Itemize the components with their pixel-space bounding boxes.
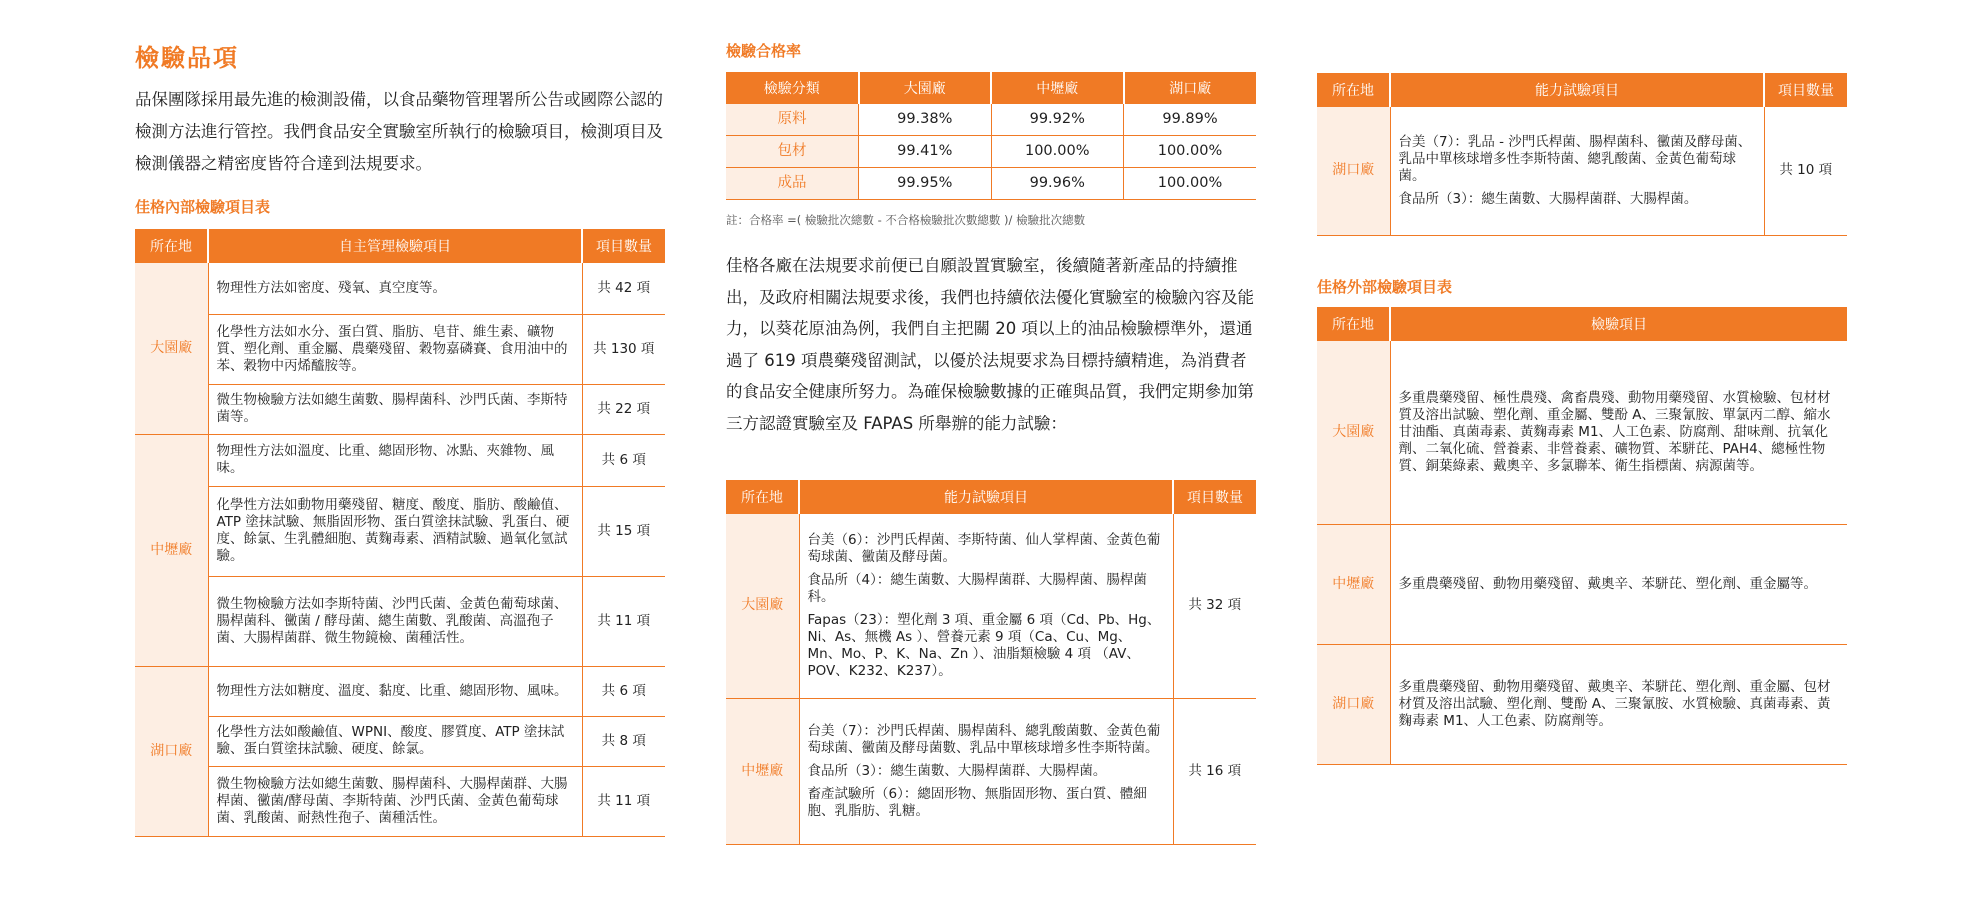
location-cell: 大園廠 [1317, 341, 1390, 524]
external-inspection-table [1317, 307, 1847, 765]
table-row-count: 共 32 項 [1173, 514, 1256, 698]
intro-paragraph: 品保團隊採用最先進的檢測設備，以食品藥物管理署所公告或國際公認的檢測方法進行管控。我們食品安全實驗室所執行的檢驗項目，檢測項目及檢測儀器之精密度皆符合達到法規要求。 [135, 90, 663, 173]
location-cell: 中壢廠 [1317, 524, 1390, 644]
rate-value: 99.96% [991, 168, 1124, 200]
header-dayuan: 大園廠 [859, 72, 992, 104]
proficiency-items [1390, 107, 1764, 235]
table-row-count: 共 22 項 [582, 384, 665, 434]
proficiency-item: 食品所（3）：總生菌數、大腸桿菌群、大腸桿菌。 [807, 762, 1107, 779]
table-row-count: 共 15 項 [582, 486, 665, 576]
lab-paragraph: 佳格各廠在法規要求前便已自願設置實驗室，後續隨著新產品的持續推出，及政府相關法規要求後，我們也持續依法優化實驗室的檢驗內容及能力，以葵花原油為例，我們自主把關 20 項以上的油品檢驗標準外，還通過了 619 項農藥殘留測試，以優於法規要求為目標持續精進，為消費者的食品安全健康所努力。為確保檢驗數據的正確與品質，我們定期參加第三方認證實驗室及 FAPAS 所舉辦的能力試驗： [726, 256, 1254, 433]
pass-rate-table [726, 72, 1256, 200]
proficiency-item: 食品所（4）：總生菌數、大腸桿菌群、大腸桿菌、腸桿菌科。 [807, 571, 1147, 605]
proficiency-item: 台美（7）：沙門氏桿菌、腸桿菌科、總乳酸菌數、金黃色葡萄球菌、黴菌及酵母菌數、乳品中單核球增多性李斯特菌。 [807, 722, 1161, 756]
proficiency-item: Fapas（23）：塑化劑 3 項、重金屬 6 項（Cd、Pb、Hg、Ni、As、無機 As ）、營養元素 9 項（Ca、Cu、Mg、Mn、Mo、P、K、Na、Zn ）、油脂類檢驗 4 項 （AV、POV、K232、K237）。 [807, 611, 1161, 679]
header-count: 項目數量 [1764, 73, 1847, 107]
rate-value: 100.00% [1124, 136, 1257, 168]
location-cell: 大園廠 [726, 514, 799, 698]
table-row-count: 共 42 項 [582, 263, 665, 314]
proficiency-item: 畜產試驗所（6）：總固形物、無脂固形物、蛋白質、體細胞、乳脂肪、乳糖。 [807, 785, 1147, 819]
table-row-item: 微生物檢驗方法如總生菌數、腸桿菌科、大腸桿菌群、大腸桿菌、黴菌/酵母菌、李斯特菌、沙門氏菌、金黃色葡萄球菌、乳酸菌、耐熱性孢子、菌種活性。 [208, 766, 582, 836]
header-items: 自主管理檢驗項目 [208, 229, 582, 263]
location-cell: 大園廠 [135, 263, 208, 434]
table-row-item: 化學性方法如動物用藥殘留、糖度、酸度、脂肪、酸鹼值、ATP 塗抹試驗、無脂固形物、蛋白質塗抹試驗、乳蛋白、硬度、餘氯、生乳體細胞、黃麴毒素、酒精試驗、過氧化氫試驗。 [208, 486, 582, 576]
table-row-count: 共 16 項 [1173, 698, 1256, 844]
header-location: 所在地 [726, 480, 799, 514]
pass-rate-note: 註：合格率 =( 檢驗批次總數 - 不合格檢驗批次數總數 )/ 檢驗批次總數 [726, 213, 1086, 227]
header-category: 檢驗分類 [726, 72, 859, 104]
category-cell: 包材 [726, 136, 859, 168]
proficiency-items [799, 698, 1173, 844]
table-row-item: 物理性方法如糖度、溫度、黏度、比重、總固形物、風味。 [208, 666, 582, 716]
rate-value: 99.41% [859, 136, 992, 168]
pass-rate-title: 檢驗合格率 [726, 42, 802, 60]
table-row-item: 化學性方法如酸鹼值、WPNI、酸度、膠質度、ATP 塗抹試驗、蛋白質塗抹試驗、硬度、餘氯。 [208, 716, 582, 766]
header-items: 能力試驗項目 [799, 480, 1173, 514]
location-cell: 湖口廠 [1317, 107, 1390, 235]
header-zhongli: 中壢廠 [991, 72, 1124, 104]
location-cell: 湖口廠 [1317, 644, 1390, 764]
location-cell: 中壢廠 [135, 434, 208, 666]
proficiency-items [799, 514, 1173, 698]
table-row-count: 共 11 項 [582, 576, 665, 666]
table-row-count: 共 6 項 [582, 434, 665, 486]
section-title: 檢驗品項 [135, 44, 239, 72]
internal-inspection-table [135, 229, 665, 837]
table-row-count: 共 130 項 [582, 314, 665, 384]
header-count: 項目數量 [1173, 480, 1256, 514]
table-row-item: 化學性方法如水分、蛋白質、脂肪、皂苷、維生素、礦物質、塑化劑、重金屬、農藥殘留、穀物嘉磷賽、食用油中的苯、穀物中丙烯醯胺等。 [208, 314, 582, 384]
rate-value: 100.00% [991, 136, 1124, 168]
external-item: 多重農藥殘留、極性農殘、禽畜農殘、動物用藥殘留、水質檢驗、包材材質及溶出試驗、塑化劑、重金屬、雙酚 A、三聚氰胺、單氯丙二醇、縮水甘油酯、真菌毒素、黃麴毒素 M1、人工色素、防腐劑、甜味劑、抗氧化劑、二氧化硫、營養素、非營養素、礦物質、苯駢芘、PAH4、總極性物質、銅葉綠素、戴奧辛、多氯聯苯、衛生指標菌、病源菌等。 [1390, 341, 1847, 524]
table-row-count: 共 8 項 [582, 716, 665, 766]
location-cell: 中壢廠 [726, 698, 799, 844]
rate-value: 99.95% [859, 168, 992, 200]
header-count: 項目數量 [582, 229, 665, 263]
table-row-count: 共 11 項 [582, 766, 665, 836]
rate-value: 99.92% [991, 104, 1124, 136]
header-location: 所在地 [1317, 73, 1390, 107]
header-items: 檢驗項目 [1390, 307, 1847, 341]
rate-value: 99.38% [859, 104, 992, 136]
header-hukou: 湖口廠 [1124, 72, 1257, 104]
header-location: 所在地 [135, 229, 208, 263]
external-item: 多重農藥殘留、動物用藥殘留、戴奧辛、苯駢芘、塑化劑、重金屬等。 [1390, 524, 1847, 644]
category-cell: 成品 [726, 168, 859, 200]
proficiency-item: 台美（7）：乳品 - 沙門氏桿菌、腸桿菌科、黴菌及酵母菌、乳品中單核球增多性李斯特菌、總乳酸菌、金黃色葡萄球菌。 [1398, 133, 1752, 184]
table-row-item: 微生物檢驗方法如總生菌數、腸桿菌科、沙門氏菌、李斯特菌等。 [208, 384, 582, 434]
proficiency-item: 食品所（3）：總生菌數、大腸桿菌群、大腸桿菌。 [1398, 190, 1698, 207]
external-table-title: 佳格外部檢驗項目表 [1317, 278, 1453, 296]
category-cell: 原料 [726, 104, 859, 136]
header-items: 能力試驗項目 [1390, 73, 1764, 107]
proficiency-test-table [726, 480, 1256, 845]
table-row-count: 共 6 項 [582, 666, 665, 716]
header-location: 所在地 [1317, 307, 1390, 341]
rate-value: 100.00% [1124, 168, 1257, 200]
proficiency-item: 台美（6）：沙門氏桿菌、李斯特菌、仙人掌桿菌、金黃色葡萄球菌、黴菌及酵母菌。 [807, 531, 1161, 565]
hukou-proficiency-table [1317, 73, 1847, 236]
location-cell: 湖口廠 [135, 666, 208, 836]
table-row-item: 物理性方法如溫度、比重、總固形物、冰點、夾雜物、風味。 [208, 434, 582, 486]
table-row-count: 共 10 項 [1764, 107, 1847, 235]
external-item: 多重農藥殘留、動物用藥殘留、戴奧辛、苯駢芘、塑化劑、重金屬、包材材質及溶出試驗、塑化劑、雙酚 A、三聚氰胺、水質檢驗、真菌毒素、黃麴毒素 M1、人工色素、防腐劑等。 [1390, 644, 1847, 764]
internal-table-title: 佳格內部檢驗項目表 [135, 198, 271, 216]
table-row-item: 微生物檢驗方法如李斯特菌、沙門氏菌、金黃色葡萄球菌、腸桿菌科、黴菌 / 酵母菌、總生菌數、乳酸菌、高溫孢子菌、大腸桿菌群、微生物鏡檢、菌種活性。 [208, 576, 582, 666]
rate-value: 99.89% [1124, 104, 1257, 136]
table-row-item: 物理性方法如密度、殘氧、真空度等。 [208, 263, 582, 314]
